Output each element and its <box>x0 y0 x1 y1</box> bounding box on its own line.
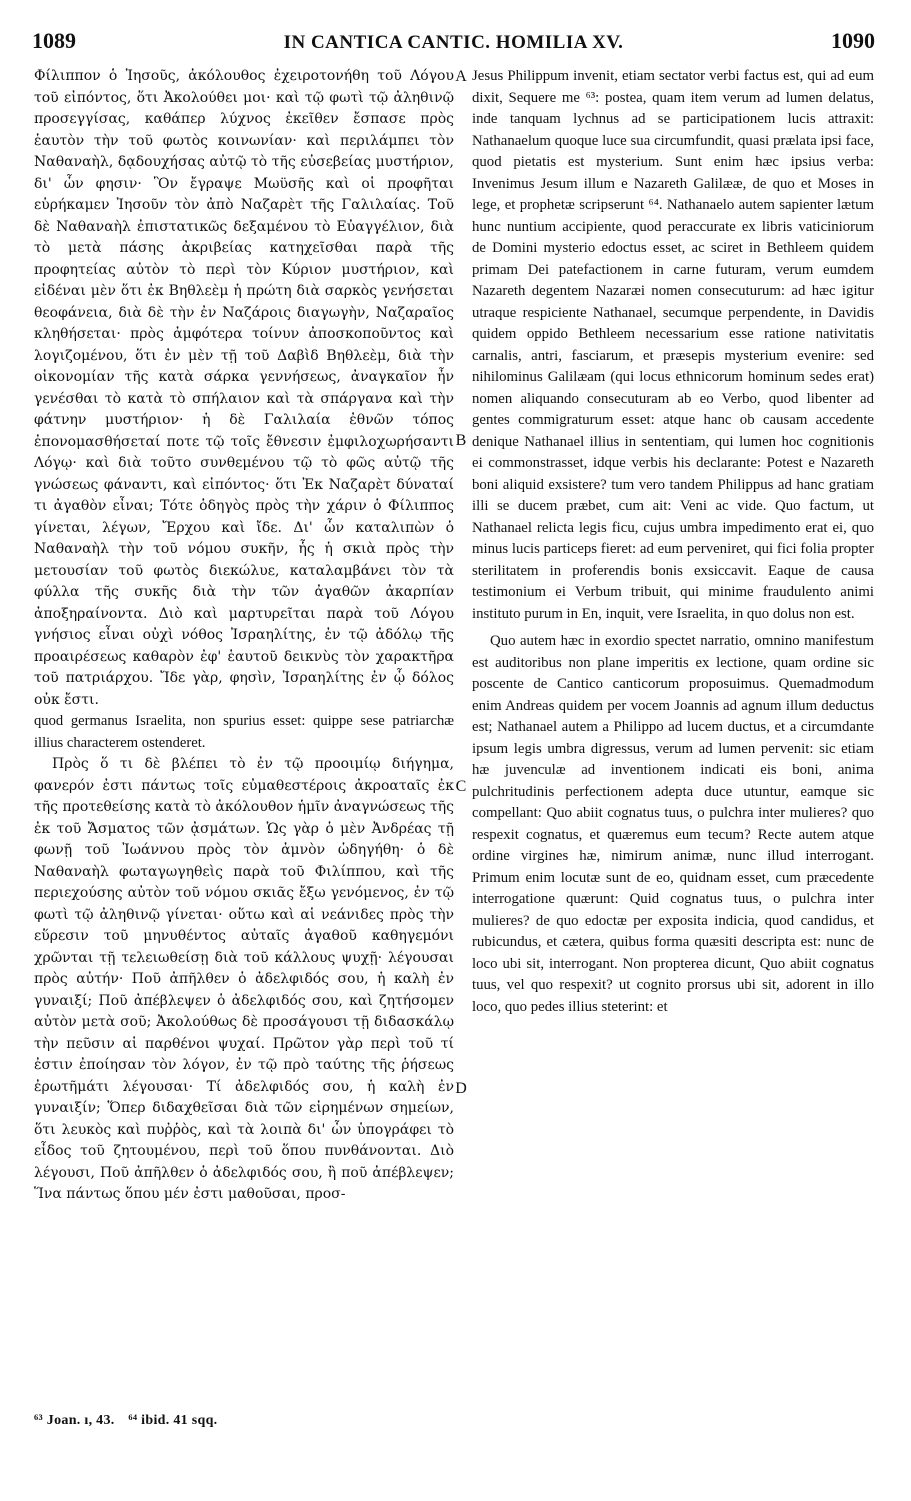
latin-continuation: quod germanus Israelita, non spurius esset: quippe sese patriarchæ illius characterem ostenderet. <box>34 713 454 751</box>
footnote-64: ⁶⁴ ibid. 41 sqq. <box>128 1413 218 1428</box>
latin-paragraph-1: Jesus Philippum invenit, etiam sectator verbi factus est, qui ad eum dixit, Sequere me ⁶³: postea, quam item verum ad lumen delatus, inde tanquam lychnus ad se participationem lucis attraxit: Nathanaelum quoque luce sua circumfundit, quasi prælata ipsi face, quod pietatis est mysterium. Sunt enim hæc ipsius verba: Invenimus Jesum illum e Nazareth Galilææ, de quo et Moses in lege, et prophetæ scripserunt ⁶⁴. Nathanaelo autem sapienter lætum hunc nuntium accipiente, quod peraccurate ex libris vaticiniorum de Domini mysterio edoctus esset, ac sciret in Bethleem quidem primam Dei patefactionem in carne futuram, verum eumdem Nazareth degentem Nazaræi nomen consecuturum: ad hæc igitur utraque respiciente Nathanael, secumque perpendente, in Davidis quidem oppido Bethleem necessarium esse ratione nativitatis carnalis, antri, fasciarum, et præsepis mysterium evenire: sed nihilominus Galilæam (qui locus ethnicorum hominum sedes erat) nomen aliquando consecuturam ab eo Verbo, quod libenter ad gentes commigraturum esset: atque hanc ob causam accedente denique Nathanael illius in sententiam, qui lumen hoc cognitionis ei commonstrasset, idque verbis his declarante: Potest e Nazareth boni aliquid exsistere? tum vero tandem Philippus ad hanc gratiam illi se ducem præbet, cum ait: Veni ac vide. Quo factum, ut Nathanael relicta legis ficu, cujus umbra impedimento erat ei, quo minus lucis particeps fieret: ad eum perveniret, qui fici folia propter sterilitatem in proferendis bonis exsiccavit. Eaque de causa testimonium ei Verbum tribuit, qui minime fraudulento animi instituto purum in En, inquit, vere Israelita, in quo dolus non est. <box>472 68 874 622</box>
right-column-latin <box>472 66 874 1018</box>
margin-letter-c: C <box>455 778 467 795</box>
header-title: IN CANTICA CANTIC. HOMILIA XV. <box>283 32 624 53</box>
footnotes <box>34 1413 227 1429</box>
left-column-greek <box>34 66 454 1206</box>
footnote-63: ⁶³ Joan. ı, 43. <box>34 1413 115 1428</box>
page-number-right: 1090 <box>831 28 875 53</box>
latin-paragraph-2: Quo autem hæc in exordio spectet narratio, omnino manifestum est auditoribus non plane imperitis ex lectione, quam ordine sic poscente de Cantico canticorum proposuimus. Quemadmodum enim Andreas quidem per vocem Joannis ad agnum illum deductus est; Nathanael autem a Philippo ad lucem ductus, et a circumdante ipsum legis umbra digressus, verum ad lumen pervenit: sic etiam hæ juvenculæ ad inventionem indicati eis boni, anima pulchritudinis perfectionem adepta duce utuntur, eamque sic compellant: Quo abiit cognatus tuus, o pulchra inter mulieres? quo respexit cognatus, et quæremus eum tecum? Recte autem atque ordine virgines hæ, nimirum animæ, nunc illud interrogant. Primum enim locutæ sunt de eo, quidnam esset, cum præcedente interrogatione quærunt: Quid cognatus tuus, o pulchra inter mulieres? de quo edoctæ per exposita indicia, quod candidus, et rubicundus, et cætera, quibus forma quæsiti descripta est: nunc de loco ubi sit, interrogant. Non propterea dicunt, Quo abiit cognatus tuus, vel quo respexit? ut cognito prorsus ubi sit, adorent in illo loco, quo pedes illius steterint: et <box>472 633 874 1015</box>
greek-paragraph-1: Φίλιππον ὁ Ἰησοῦς, ἀκόλουθος ἐχειροτονήθη τοῦ Λόγου τοῦ εἰπόντος, ὅτι Ἀκολούθει μοι· καὶ τῷ φωτὶ τῷ ἀληθινῷ προσεγγίσας, καθάπερ λύχνος ἐκεῖθεν ἔσπασε πρὸς ἑαυτὸν τὴν τοῦ φωτὸς κοινωνίαν· καὶ περιλάμπει τὸν Ναθαναὴλ, δᾳδουχήσας αὐτῷ τὸ τῆς εὐσεβείας μυστήριον, δι' ὧν φησιν· Ὃν ἔγραψε Μωϋσῆς καὶ οἱ προφῆται εὑρήκαμεν Ἰησοῦν τὸν ἀπὸ Ναζαρὲτ τῆς Γαλιλαίας. Τοῦ δὲ Ναθαναὴλ ἐπιστατικῶς δεξαμένου τὸ Εὐαγγέλιον, διὰ τὸ μετὰ πάσης ἀκριβείας κατηχεῖσθαι παρὰ τῆς προφητείας αὐτὸν τὸ περὶ τὸν Κύριον μυστήριον, καὶ εἰδέναι μὲν ὅτι ἐκ Βηθλεὲμ ἡ πρώτη διὰ σαρκὸς γενήσεται θεοφάνεια, διὰ δὲ τὴν ἐν Ναζάροις διαγωγὴν, Ναζαραῖος κληθήσεται· πρὸς ἀμφότερα τοίνυν ἀποσκοποῦντος καὶ λογιζομένου, ὅτι ἐν μὲν τῇ τοῦ Δαβὶδ Βηθλεὲμ, διὰ τὴν οἰκονομίαν τῆς κατὰ σάρκα γεννήσεως, ἀναγκαῖον ἦν γενέσθαι τὸ κατὰ τὸ σπήλαιον καὶ τὰ σπάργανα καὶ τὴν φάτνην μυστήριον· ἡ δὲ Γαλιλαία ἐθνῶν τόπος ἐπονομασθήσεταί ποτε τῷ τοῖς ἔθνεσιν ἐμφιλοχωρήσαντι Λόγῳ· καὶ διὰ τοῦτο συνθεμένου τῷ τὸ φῶς αὐτῷ τῆς γνώσεως φάναντι, καὶ εἰπόντος· ὅτι Ἐκ Ναζαρὲτ δύναταί τι ἀγαθὸν εἶναι; Τότε ὁδηγὸς πρὸς τὴν χάριν ὁ Φίλιππος γίνεται, λέγων, Ἔρχου καὶ ἴδε. Δι' ὧν καταλιπὼν ὁ Ναθαναὴλ τὴν τοῦ νόμου συκῆν, ἧς ἡ σκιὰ πρὸς τὴν μετουσίαν τοῦ φωτὸς διεκώλυε, καταλαμβάνει τὸν τὰ φύλλα τῆς συκῆς διὰ τὴν τῶν ἀγαθῶν ἀκαρπίαν ἀποξηραίνοντα. Διὸ καὶ μαρτυρεῖται παρὰ τοῦ Λόγου γνήσιος εἶναι οὐχὶ νόθος Ἰσραηλίτης, ἐν τῷ ἀδόλῳ τῆς προαιρέσεως καθαρὸν ἐφ' ἑαυτοῦ δεικνὺς τὸν χαρακτῆρα τοῦ πατριάρχου. Ἴδε γὰρ, φησὶν, Ἰσραηλίτης ἐν ᾧ δόλος οὐκ ἔστι. <box>34 68 454 708</box>
page-number-left: 1089 <box>32 28 76 53</box>
greek-paragraph-2: Πρὸς ὅ τι δὲ βλέπει τὸ ἐν τῷ προοιμίῳ διήγημα, φανερόν ἐστι πάντως τοῖς εὐμαθεστέροις ἀκροαταῖς ἐκ τῆς προτεθείσης κατὰ τὸ ἀκόλουθον ἡμῖν ἀναγνώσεως τῆς ἐκ τοῦ Ἄσματος τῶν ᾀσμάτων. Ὡς γὰρ ὁ μὲν Ἀνδρέας τῇ φωνῇ τοῦ Ἰωάννου πρὸς τὸν ἀμνὸν ὡδηγήθη· ὁ δὲ Ναθαναὴλ φωταγωγηθεὶς παρὰ τοῦ Φιλίππου, καὶ τῆς περιεχούσης αὐτὸν τοῦ νόμου σκιᾶς ἔξω γενόμενος, ἐν τῷ φωτὶ τῷ ἀληθινῷ γίνεται· οὕτω καὶ αἱ νεάνιδες πρὸς τὴν εὕρεσιν τοῦ μηνυθέντος αὐταῖς ἀγαθοῦ καθηγεμόνι χρῶνται τῇ τελειωθείσῃ διὰ τοῦ κάλλους ψυχῇ· λέγουσαι πρὸς αὐτήν· Ποῦ ἀπῆλθεν ὁ ἀδελφιδός σου, ἡ καλὴ ἐν γυναιξί; Ποῦ ἀπέβλεψεν ὁ ἀδελφιδός σου, καὶ ζητήσομεν αὐτὸν μετὰ σοῦ; Ἀκολούθως δὲ προσάγουσι τῇ διδασκάλῳ τὴν πεῦσιν αἱ παρθένοι ψυχαί. Πρῶτον γὰρ περὶ τοῦ τί ἐστιν ἐποίησαν τὸν λόγον, ἐν τῷ πρὸ ταύτης τῆς ῥήσεως ἐρωτῆμάτι λέγουσαι· Τί ἀδελφιδός σου, ἡ καλὴ ἐν γυναιξίν; Ὅπερ διδαχθεῖσαι διὰ τῶν εἰρημένων σημείων, ὅτι λευκὸς καὶ πυῤῥὸς, καὶ τὰ λοιπὰ δι' ὧν ὑπογράφει τὸ εἶδος τοῦ ζητουμένου, περὶ τοῦ ὅπου πυνθάνονται. Διὸ λέγουσι, Ποῦ ἀπῆλθεν ὁ ἀδελφιδός σου, ἢ ποῦ ἀπέβλεψεν; Ἵνα πάντως ὅπου μέν ἐστι μαθοῦσαι, προσ- <box>34 756 454 1202</box>
margin-letter-b: B <box>455 432 467 449</box>
margin-letter-d: D <box>455 1080 467 1097</box>
running-header <box>32 28 875 58</box>
margin-letter-a: A <box>455 68 467 85</box>
